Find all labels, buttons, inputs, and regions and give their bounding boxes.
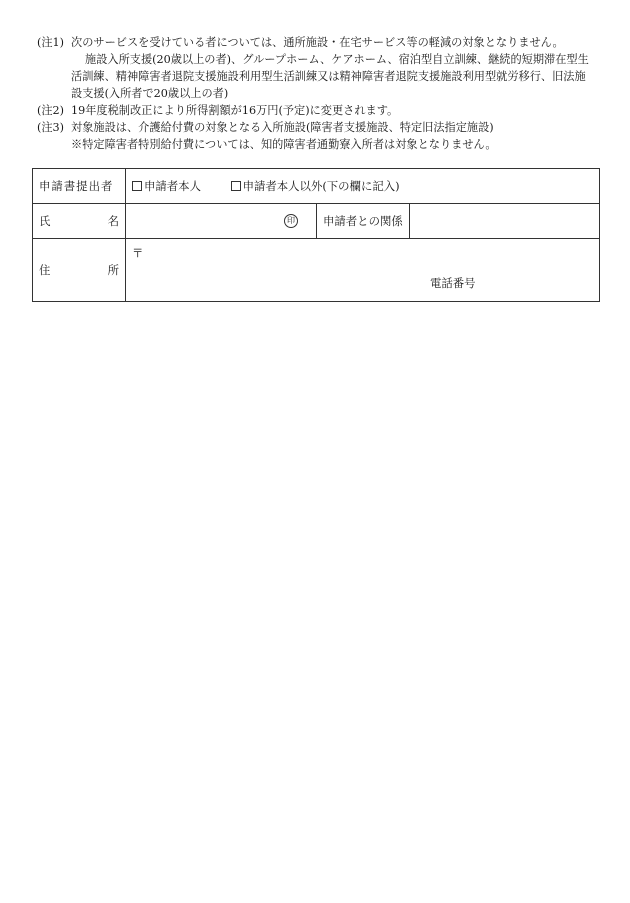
option-other-label: 申請者本人以外(下の欄に記入)	[242, 178, 400, 193]
address-label-a: 住	[39, 262, 51, 277]
note-2	[37, 102, 605, 119]
note-1	[37, 34, 605, 51]
address-field[interactable]	[126, 239, 600, 302]
relation-field[interactable]	[410, 204, 600, 239]
note-1-line-1: 次のサービスを受けている者については、通所施設・在宅サービス等の軽減の対象となりません。	[71, 36, 564, 49]
option-other-checkbox[interactable]	[231, 178, 400, 195]
submitter-label: 申請書提出者	[33, 169, 126, 204]
seal-mark: 印	[284, 214, 298, 228]
application-form-table	[32, 168, 600, 302]
checkbox-square-icon	[132, 181, 142, 191]
name-label	[33, 204, 126, 239]
name-label-b: 名	[107, 213, 119, 228]
address-label-b: 所	[107, 262, 119, 277]
phone-label: 電話番号	[430, 276, 476, 290]
note-1-line-3: 活訓練、精神障害者退院支援施設利用型生活訓練又は精神障害者退院支援施設利用型就労移行、旧法施	[71, 70, 586, 83]
submitter-options	[126, 169, 600, 204]
name-label-a: 氏	[39, 213, 51, 228]
relation-label: 申請者との関係	[317, 204, 410, 239]
note-3-line-1: 対象施設は、介護給付費の対象となる入所施設(障害者支援施設、特定旧法指定施設)	[71, 121, 494, 134]
address-row	[33, 239, 600, 302]
option-self-checkbox[interactable]	[132, 178, 201, 195]
note-2-line-1: 19年度税制改正により所得割額が16万円(予定)に変更されます。	[71, 104, 399, 117]
name-row	[33, 204, 600, 239]
note-3	[37, 119, 605, 136]
note-1-line-4: 設支援(入所者で20歳以上の者)	[71, 87, 229, 100]
postal-mark: 〒	[132, 246, 144, 260]
note-3-line-2: ※特定障害者特別給付費については、知的障害者通勤寮入所者は対象となりません。	[71, 138, 497, 151]
note-2-label: (注2)	[37, 104, 65, 117]
address-label	[33, 239, 126, 302]
notes-section	[37, 34, 605, 153]
note-3-label: (注3)	[37, 121, 65, 134]
option-self-label: 申請者本人	[144, 178, 201, 193]
submitter-row	[33, 169, 600, 204]
checkbox-square-icon	[231, 181, 241, 191]
note-1-label: (注1)	[37, 36, 65, 49]
name-field[interactable]	[126, 204, 317, 239]
note-1-line-2: 施設入所支援(20歳以上の者)、グループホーム、ケアホーム、宿泊型自立訓練、継続的短期滞在型生	[85, 53, 589, 66]
